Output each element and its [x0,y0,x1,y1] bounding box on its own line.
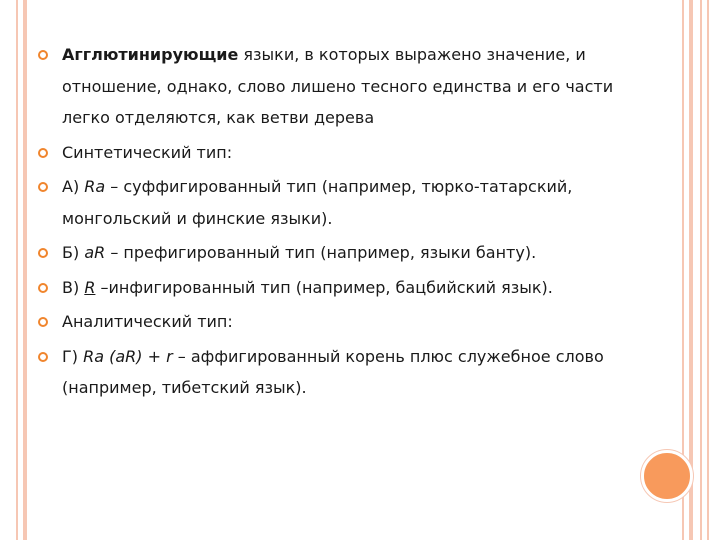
item-text-part: –инфигированный тип (например, бацбийский язык). [95,277,553,297]
bullet-icon [38,283,48,293]
right-border-line-edge [707,0,709,540]
list-item [36,272,636,304]
bullet-icon [38,182,48,192]
decorative-circle [641,450,693,502]
item-text-part: Аналитический тип: [62,312,233,331]
left-border-line-thick [23,0,27,540]
left-border-line-thin [16,0,18,540]
item-text-part: языки, в которых выражено значение, и отношение, однако, слово лишено тесного единства и его части легко отделяются, как ветви дерева [62,45,614,127]
bullet-icon [38,248,48,258]
item-text-part: Ra [84,177,106,196]
item-text-part: Агглютинирующие [62,45,239,64]
item-text-part: – префигированный тип (например, языки банту). [105,243,537,262]
bullet-icon [38,317,48,327]
list-item [36,39,636,134]
bullet-icon [38,352,48,362]
item-text-part: Синтетический тип: [62,142,233,162]
right-border-line-outer [700,0,702,540]
item-text-part: Б) [62,243,85,262]
item-text-part: – аффигированный корень плюс служебное слово (например, тибетский язык). [62,346,604,397]
list-item [36,341,636,404]
item-text-part: В) [62,277,85,297]
bullet-list [36,39,636,407]
bullet-icon [38,50,48,60]
item-text-part: – суффигированный тип (например, тюрко-татарский, монгольский и финские языки). [62,177,573,228]
item-text-part: Ra (aR) + r [83,346,173,366]
list-item [36,171,636,234]
bullet-icon [38,148,48,158]
list-item [36,306,636,338]
item-text-part: Г) [62,346,84,366]
list-item [36,137,636,169]
list-item [36,237,636,269]
item-text-part: R [84,277,96,297]
item-text-part: aR [84,243,106,262]
right-border-line-thick [689,0,693,540]
item-text-part: А) [62,177,85,196]
